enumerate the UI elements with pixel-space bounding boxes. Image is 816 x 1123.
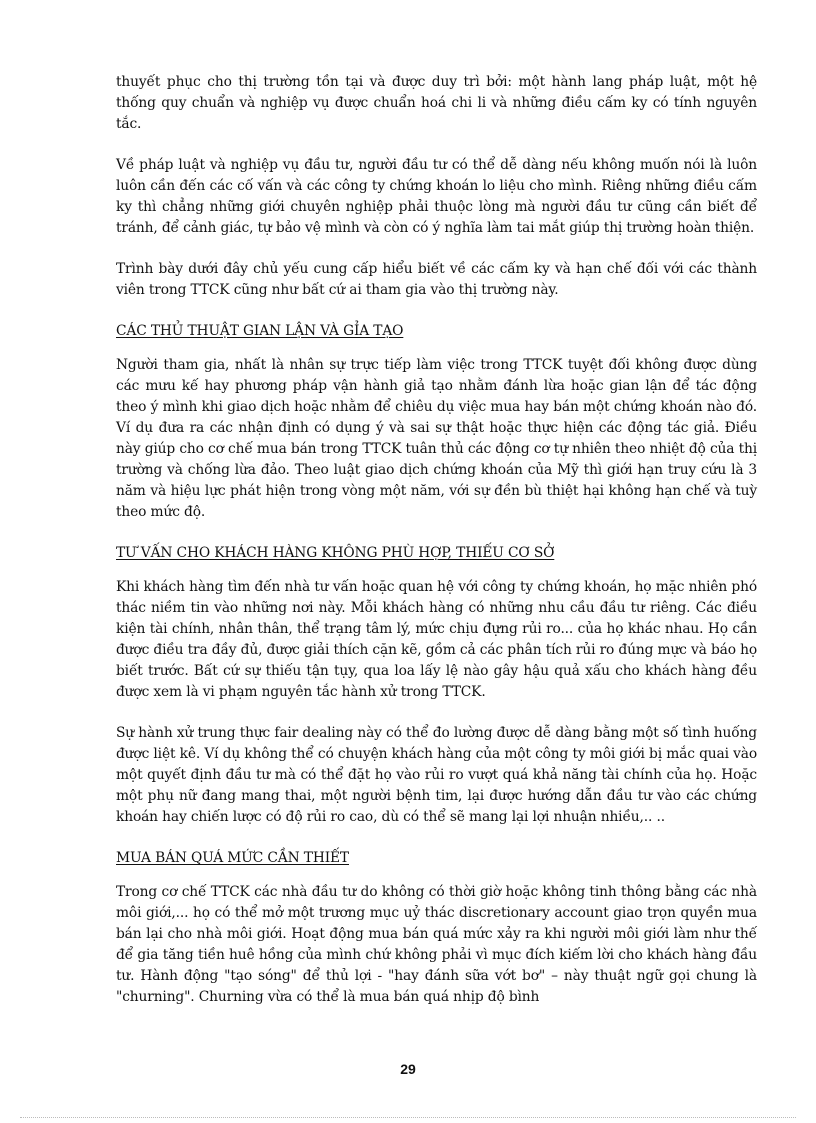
- intro-paragraph-2: Về pháp luật và nghiệp vụ đầu tư, người đầu tư có thể dễ dàng nếu không muốn nói là luôn luôn cần đến các cố vấn và các công ty chứng khoán lo liệu cho mình. Riêng những điều cấm ky thì chẳng những giới chuyên nghiệp phải thuộc lòng mà người đầu tư cũng cần biết để tránh, để cảnh giác, tự bảo vệ mình và còn có ý nghĩa làm tai mắt giúp thị trường hoàn thiện.: [116, 157, 757, 236]
- page-number: 29: [400, 1061, 416, 1077]
- intro-paragraph-3: Trình bày dưới đây chủ yếu cung cấp hiểu biết về các cấm ky và hạn chế đối với các thành viên trong TTCK cũng như bất cứ ai tham gia vào thị trường này.: [116, 261, 757, 298]
- section-fraud-paragraph-1: Người tham gia, nhất là nhân sự trực tiếp làm việc trong TTCK tuyệt đối không được dùng các mưu kế hay phương pháp vận hành giả tạo nhằm đánh lừa hoặc gian lận để tác động theo ý mình khi giao dịch hoặc nhằm để chiêu dụ việc mua hay bán một chứng khoán nào đó. Ví dụ đưa ra các nhận định có dụng ý và sai sự thật hoặc thực hiện các động tác giả. Điều này giúp cho cơ chế mua bán trong TTCK tuân thủ các động cơ tự nhiên theo nhiệt độ của thị trường và chống lừa đảo. Theo luật giao dịch chứng khoán của Mỹ thì giới hạn truy cứu là 3 năm và hiệu lực phát hiện trong vòng một năm, với sự đền bù thiệt hại không hạn chế và tuỳ theo mức độ.: [116, 357, 757, 520]
- section-heading-fraud: CÁC THỦ THUẬT GIAN LẬN VÀ GỈA TẠO: [116, 323, 404, 339]
- section-trading-paragraph-1: Trong cơ chế TTCK các nhà đầu tư do không có thời giờ hoặc không tinh thông bằng các nhà môi giới,... họ có thể mở một trương mục uỷ thác discretionary account giao trọn quyền mua bán lại cho nhà môi giới. Hoạt động mua bán quá mức xảy ra khi người môi giới làm như thế để gia tăng tiền huê hồng của mình chứ không phải vì mục đích kiếm lời cho khách hàng đầu tư. Hành động "tạo sóng" để thủ lợi - "hay đánh sữa vớt bơ" – này thuật ngữ gọi chung là "churning". Churning vừa có thể là mua bán quá nhịp độ bình: [116, 884, 757, 1005]
- footer-divider: [20, 1117, 796, 1118]
- section-advice-paragraph-2: Sự hành xử trung thực fair dealing này có thể đo lường được dễ dàng bằng một số tình huống được liệt kê. Ví dụ không thể có chuyện khách hàng của một công ty môi giới bị mắc quai vào một quyết định đầu tư mà có thể đặt họ vào rủi ro vượt quá khả năng tài chính của họ. Hoặc một phụ nữ đang mang thai, một người bệnh tim, lại được hướng dẫn đầu tư vào các chứng khoán hay chiến lược có độ rủi ro cao, dù có thể sẽ mang lại lợi nhuận nhiều,.. ..: [116, 725, 757, 825]
- section-heading-unsuitable-advice: TƯ VẤN CHO KHÁCH HÀNG KHÔNG PHÙ HỢP, THIẾU CƠ SỞ: [116, 545, 555, 561]
- section-advice-paragraph-1: Khi khách hàng tìm đến nhà tư vấn hoặc quan hệ với công ty chứng khoán, họ mặc nhiên phó thác niềm tin vào những nơi này. Mỗi khách hàng có những nhu cầu đầu tư riêng. Các điều kiện tài chính, nhân thân, thể trạng tâm lý, mức chịu đựng rủi ro... của họ khác nhau. Họ cần được điều tra đầy đủ, được giải thích cặn kẽ, gồm cả các phân tích rủi ro đúng mực và báo họ biết trước. Bất cứ sự thiếu tận tụy, qua loa lấy lệ nào gây hậu quả xấu cho khách hàng đều được xem là vi phạm nguyên tắc hành xử trong TTCK.: [116, 579, 757, 700]
- section-heading-excessive-trading: MUA BÁN QUÁ MỨC CẦN THIẾT: [116, 850, 349, 866]
- document-page: [116, 72, 757, 1028]
- intro-paragraph-1: thuyết phục cho thị trường tồn tại và được duy trì bởi: một hành lang pháp luật, một hệ thống quy chuẩn và nghiệp vụ được chuẩn hoá chi li và những điều cấm ky có tính nguyên tắc.: [116, 74, 757, 132]
